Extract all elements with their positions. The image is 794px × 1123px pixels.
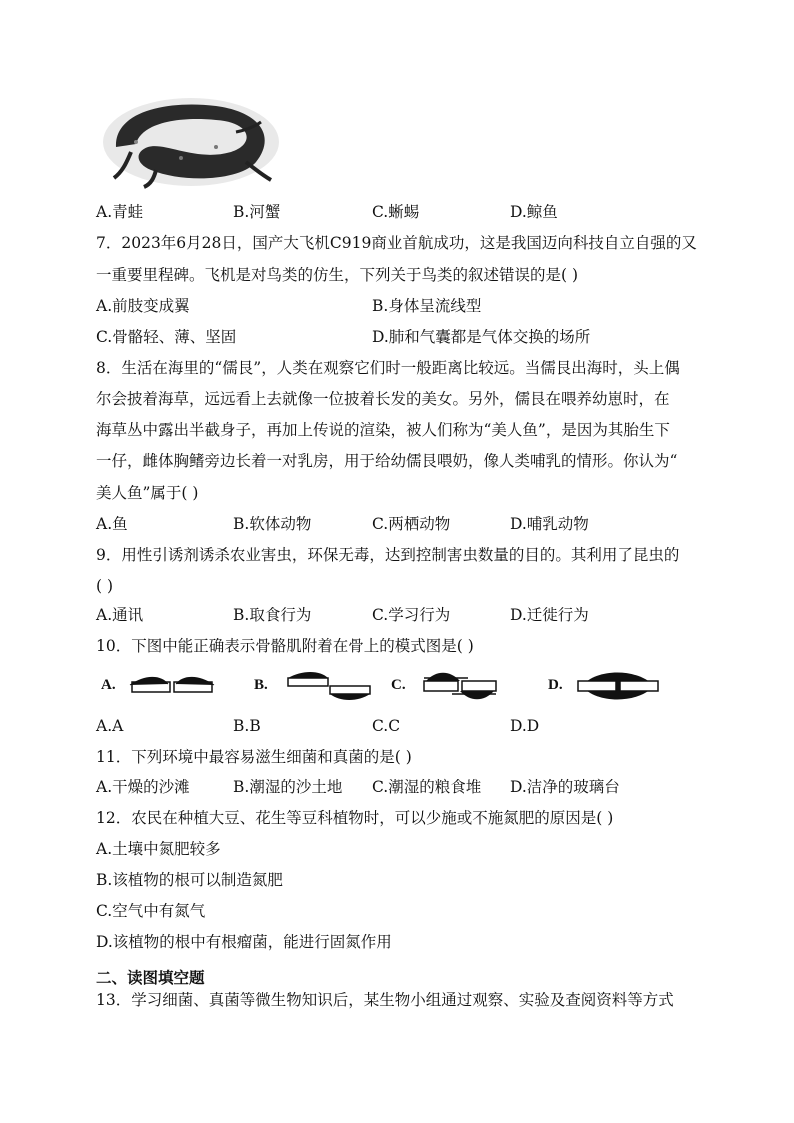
q8-option-a[interactable]: A.鱼: [96, 515, 128, 533]
q8-stem-line3: 海草丛中露出半截身子，再加上传说的渲染，被人们称为“美人鱼”，是因为其胎生下: [96, 421, 670, 439]
q8-stem-line1: 8．生活在海里的“儒艮”，人类在观察它们时一般距离比较远。当儒艮出海时，头上偶: [96, 359, 680, 377]
q7-option-a[interactable]: A.前肢变成翼: [96, 297, 190, 315]
q6-option-c[interactable]: C.蜥蜴: [372, 203, 420, 221]
q13-stem-line1: 13．学习细菌、真菌等微生物知识后，某生物小组通过观察、实验及查阅资料等方式: [96, 991, 674, 1009]
q6-option-a[interactable]: A.青蛙: [96, 203, 144, 221]
q7-option-b[interactable]: B.身体呈流线型: [372, 297, 482, 315]
diagram-c: [420, 666, 500, 706]
q9-option-a[interactable]: A.通讯: [96, 606, 144, 624]
q10-option-c[interactable]: C.C: [372, 717, 401, 735]
q9-option-b[interactable]: B.取食行为: [233, 606, 312, 624]
q8-option-d[interactable]: D.哺乳动物: [510, 515, 589, 533]
q11-stem-line1: 11．下列环境中最容易滋生细菌和真菌的是( ): [96, 748, 412, 766]
q9-option-c[interactable]: C.学习行为: [372, 606, 451, 624]
q12-stem-line1: 12．农民在种植大豆、花生等豆科植物时，可以少施或不施氮肥的原因是( ): [96, 809, 614, 827]
q9-stem-line2: ( ): [96, 577, 114, 595]
q11-option-c[interactable]: C.潮湿的粮食堆: [372, 778, 482, 796]
q8-option-c[interactable]: C.两栖动物: [372, 515, 451, 533]
diagram-b: [284, 668, 374, 704]
q7-stem-line1: 7．2023年6月28日，国产大飞机C919商业首航成功，这是我国迈向科技自立自强的又: [96, 234, 697, 252]
q11-option-b[interactable]: B.潮湿的沙土地: [233, 778, 343, 796]
q9-option-d[interactable]: D.迁徙行为: [510, 606, 589, 624]
q8-stem-line2: 尔会披着海草，远远看上去就像一位披着长发的美女。另外，儒艮在喂养幼崽时，在: [96, 390, 670, 408]
diagram-d-label: D.: [548, 677, 563, 693]
q10-option-d[interactable]: D.D: [510, 717, 540, 735]
q7-stem-line2: 一重要里程碑。飞机是对鸟类的仿生，下列关于鸟类的叙述错误的是( ): [96, 266, 579, 284]
q12-option-a[interactable]: A.土壤中氮肥较多: [96, 840, 221, 858]
q8-stem-line5: 美人鱼”属于( ): [96, 484, 199, 502]
q12-option-d[interactable]: D.该植物的根中有根瘤菌，能进行固氮作用: [96, 933, 392, 951]
q10-option-b[interactable]: B.B: [233, 717, 261, 735]
diagram-c-label: C.: [391, 677, 406, 693]
q8-option-b[interactable]: B.软体动物: [233, 515, 312, 533]
q10-stem-line1: 10．下图中能正确表示骨骼肌附着在骨上的模式图是( ): [96, 637, 474, 655]
q12-option-b[interactable]: B.该植物的根可以制造氮肥: [96, 871, 283, 889]
q7-option-c[interactable]: C.骨骼轻、薄、坚固: [96, 328, 237, 346]
q8-stem-line4: 一仔，雌体胸鳍旁边长着一对乳房，用于给幼儒艮喂奶，像人类哺乳的情形。你认为“: [96, 452, 678, 470]
q7-option-d[interactable]: D.肺和气囊都是气体交换的场所: [372, 328, 591, 346]
q6-option-b[interactable]: B.河蟹: [233, 203, 281, 221]
diagram-d: [576, 666, 660, 706]
diagram-a: [126, 671, 218, 703]
q12-option-c[interactable]: C.空气中有氮气: [96, 902, 206, 920]
diagram-b-label: B.: [254, 677, 268, 693]
q11-option-d[interactable]: D.洁净的玻璃台: [510, 778, 620, 796]
salamander-image: [96, 92, 286, 192]
q9-stem-line1: 9．用性引诱剂诱杀农业害虫，环保无毒，达到控制害虫数量的目的。其利用了昆虫的: [96, 546, 680, 564]
diagram-a-label: A.: [101, 677, 116, 693]
q6-option-d[interactable]: D.鲸鱼: [510, 203, 558, 221]
q11-option-a[interactable]: A.干燥的沙滩: [96, 778, 190, 796]
section-heading: 二、读图填空题: [96, 969, 205, 987]
q10-option-a[interactable]: A.A: [96, 717, 124, 735]
